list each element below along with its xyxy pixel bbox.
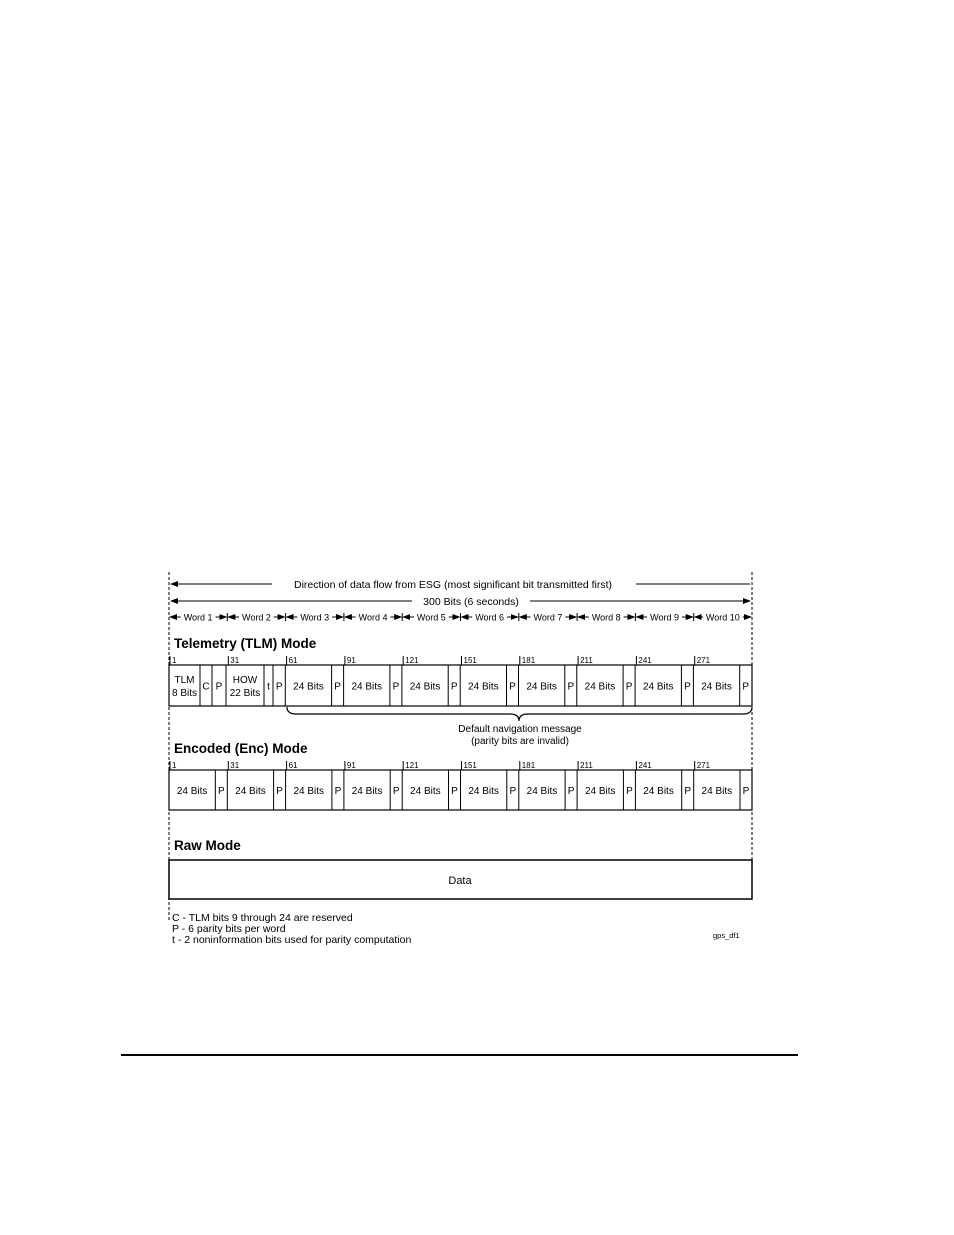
- cell-text: P: [509, 681, 516, 693]
- word-arrow-9: [635, 613, 692, 623]
- bit-index-label: 151: [463, 656, 477, 665]
- tlm-mode-title: Telemetry (TLM) Mode: [174, 636, 317, 651]
- bit-index-label: 31: [230, 761, 240, 770]
- word-arrow-7: [519, 613, 576, 623]
- cell-text: 24 Bits: [351, 786, 383, 797]
- tlm-frame-row: [169, 665, 752, 706]
- cell-text: TLM: [174, 675, 195, 686]
- cell-text: 24 Bits: [410, 786, 441, 797]
- cell-text: 24 Bits: [235, 786, 266, 797]
- bit-index-label: 181: [521, 761, 536, 770]
- bit-index-label: 271: [696, 761, 711, 770]
- word-arrow-5: [402, 613, 459, 623]
- cell-text: 24 Bits: [526, 681, 557, 693]
- cell-text: 24 Bits: [176, 786, 208, 797]
- bit-index-label: 1: [172, 761, 177, 770]
- cell-text: C: [202, 681, 210, 693]
- cell-text: P: [392, 786, 400, 797]
- cell-text: P: [334, 786, 342, 797]
- word-label: Word 2: [242, 612, 271, 623]
- cell-text: P: [392, 681, 400, 693]
- raw-data-label: Data: [448, 875, 472, 887]
- word-arrow-6: [461, 613, 518, 623]
- cell-text: P: [215, 681, 223, 693]
- word-arrow-1: [170, 613, 226, 623]
- cell-text: 24 Bits: [642, 681, 674, 693]
- enc-frame-row: [169, 770, 752, 810]
- bit-index-label: 241: [638, 656, 652, 665]
- cell-text: 24 Bits: [351, 681, 383, 693]
- cell-text: P: [275, 681, 283, 693]
- word-label: Word 8: [591, 612, 621, 623]
- cell-text: P: [567, 681, 575, 693]
- cell-text: P: [626, 786, 633, 797]
- cell-text: P: [742, 786, 750, 797]
- cell-text: 8 Bits: [171, 688, 198, 699]
- total-bits-arrow: [171, 596, 750, 608]
- word-label: Word 1: [183, 612, 213, 623]
- direction-label: Direction of data flow from ESG (most significant bit transmitted first): [293, 579, 613, 591]
- bit-index-label: 211: [580, 656, 593, 665]
- enc-mode-title: Encoded (Enc) Mode: [174, 741, 308, 756]
- cell-text: 24 Bits: [526, 786, 558, 797]
- legend-line-t: t - 2 noninformation bits used for parity computation: [172, 934, 412, 946]
- cell-text: 24 Bits: [293, 681, 324, 693]
- word-arrow-8: [577, 613, 634, 623]
- frame-cell: [177, 786, 208, 797]
- word-arrow-3: [286, 613, 343, 623]
- word-label: Word 10: [705, 612, 740, 623]
- cell-text: P: [567, 786, 575, 797]
- cell-text: HOW: [232, 675, 258, 686]
- cell-text: 24 Bits: [584, 786, 616, 797]
- bit-index-label: 61: [288, 656, 298, 665]
- word-arrow-2: [227, 613, 284, 623]
- cell-text: P: [450, 681, 458, 693]
- cell-text: 24 Bits: [468, 681, 499, 693]
- cell-text: 24 Bits: [701, 786, 733, 797]
- cell-text: P: [742, 681, 750, 693]
- total-bits-label: 300 Bits (6 seconds): [423, 596, 519, 608]
- cell-text: P: [217, 786, 225, 797]
- cell-text: 22 Bits: [229, 688, 261, 699]
- cell-text: 24 Bits: [293, 786, 325, 797]
- direction-arrow: [171, 579, 750, 591]
- cell-text: P: [334, 681, 341, 693]
- bit-index-label: 1: [172, 656, 177, 665]
- bit-index-label: 121: [405, 656, 419, 665]
- cell-text: P: [276, 786, 283, 797]
- brace-label-line-1: Default navigation message: [458, 724, 582, 735]
- nav-message-brace: [287, 707, 752, 721]
- bit-index-label: 121: [405, 761, 419, 770]
- cell-text: 24 Bits: [468, 786, 499, 797]
- cell-text: t: [267, 681, 270, 693]
- word-arrow-4: [344, 613, 401, 623]
- cell-text: P: [451, 786, 458, 797]
- cell-text: 24 Bits: [643, 786, 674, 797]
- bit-index-label: 181: [521, 656, 536, 665]
- cell-text: P: [625, 681, 633, 693]
- brace-label-line-2: (parity bits are invalid): [471, 736, 569, 747]
- word-arrow-10: [694, 613, 751, 623]
- word-label: Word 5: [416, 612, 446, 623]
- legend-line-p: P - 6 parity bits per word: [172, 923, 286, 935]
- word-label: Word 3: [300, 612, 330, 623]
- bit-index-label: 91: [346, 761, 356, 770]
- raw-mode-title: Raw Mode: [174, 838, 241, 853]
- cell-text: 24 Bits: [409, 681, 441, 693]
- bit-index-label: 151: [463, 761, 477, 770]
- bit-index-label: 61: [288, 761, 298, 770]
- word-label: Word 7: [533, 612, 563, 623]
- cell-text: 24 Bits: [584, 681, 616, 693]
- word-arrows: [170, 613, 751, 623]
- bit-index-label: 91: [346, 656, 356, 665]
- word-label: Word 4: [358, 612, 388, 623]
- cell-text: P: [684, 786, 692, 797]
- bit-index-label: 211: [580, 761, 593, 770]
- bit-index-label: 271: [696, 656, 711, 665]
- footer-rule: [121, 1054, 798, 1056]
- word-label: Word 6: [475, 612, 505, 623]
- word-label: Word 9: [650, 612, 679, 623]
- bit-index-label: 241: [638, 761, 652, 770]
- cell-text: 24 Bits: [701, 681, 732, 693]
- cell-text: P: [684, 681, 691, 693]
- cell-text: P: [509, 786, 517, 797]
- figure-id: gps_df1: [713, 931, 740, 940]
- bit-index-label: 31: [230, 656, 240, 665]
- legend-line-c: C - TLM bits 9 through 24 are reserved: [172, 912, 353, 924]
